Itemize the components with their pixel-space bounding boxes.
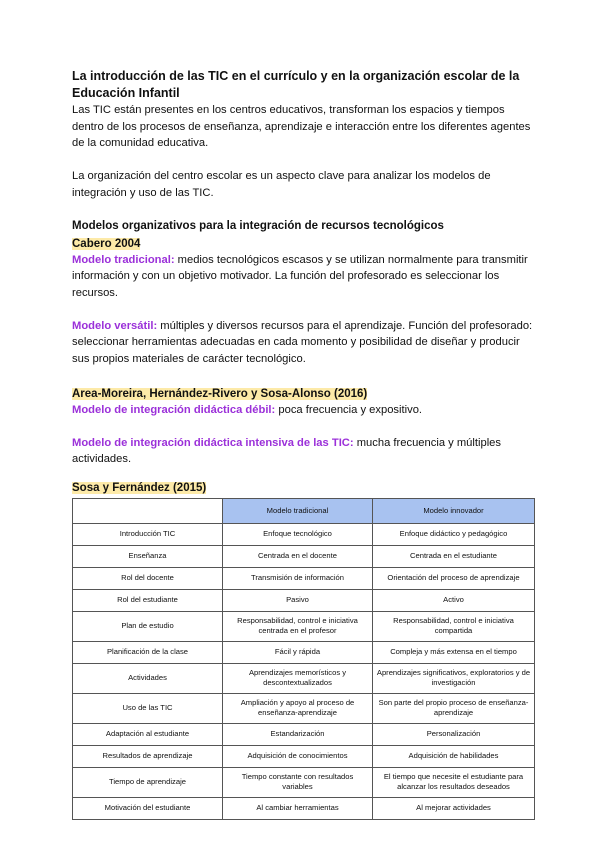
table-cell-tradicional: Al cambiar herramientas — [223, 797, 373, 819]
table-header-blank — [73, 498, 223, 523]
table-cell-innovador: Compleja y más extensa en el tiempo — [373, 641, 535, 663]
table-row-label: Plan de estudio — [73, 611, 223, 641]
table-cell-innovador: Activo — [373, 589, 535, 611]
table-cell-innovador: Centrada en el estudiante — [373, 545, 535, 567]
table-cell-tradicional: Tiempo constante con resultados variables — [223, 767, 373, 797]
modelo-tradicional-paragraph — [72, 252, 534, 302]
table-row — [73, 567, 535, 589]
modelo-versatil-paragraph — [72, 318, 534, 368]
section-title: Modelos organizativos para la integración de recursos tecnológicos — [72, 219, 444, 232]
table-cell-innovador: Son parte del propio proceso de enseñanza-aprendizaje — [373, 693, 535, 723]
table-cell-tradicional: Fácil y rápida — [223, 641, 373, 663]
table-row-label: Tiempo de aprendizaje — [73, 767, 223, 797]
table-header-tradicional: Modelo tradicional — [223, 498, 373, 523]
table-row — [73, 723, 535, 745]
table-header-row — [73, 498, 535, 523]
modelo-tradicional-term: Modelo tradicional: — [72, 253, 175, 266]
table-cell-tradicional: Adquisición de conocimientos — [223, 745, 373, 767]
table-row-label: Motivación del estudiante — [73, 797, 223, 819]
table-row — [73, 611, 535, 641]
table-cell-innovador: El tiempo que necesite el estudiante para alcanzar los resultados deseados — [373, 767, 535, 797]
modelo-versatil-term: Modelo versátil: — [72, 319, 158, 332]
source-sosa: Sosa y Fernández (2015) — [72, 481, 207, 494]
table-cell-tradicional: Enfoque tecnológico — [223, 523, 373, 545]
table-header-innovador: Modelo innovador — [373, 498, 535, 523]
table-row — [73, 641, 535, 663]
table-cell-innovador: Aprendizajes significativos, exploratorios y de investigación — [373, 663, 535, 693]
table-row — [73, 589, 535, 611]
page-title: La introducción de las TIC en el currículo y en la organización escolar de la Educación Infantil — [72, 69, 520, 100]
table-row-label: Adaptación al estudiante — [73, 723, 223, 745]
table-cell-innovador: Personalización — [373, 723, 535, 745]
table-row — [73, 767, 535, 797]
table-row-label: Uso de las TIC — [73, 693, 223, 723]
table-row-label: Planificación de la clase — [73, 641, 223, 663]
table-row — [73, 745, 535, 767]
table-row — [73, 693, 535, 723]
table-row — [73, 545, 535, 567]
table-cell-innovador: Enfoque didáctico y pedagógico — [373, 523, 535, 545]
modelo-tradicional-text: medios tecnológicos escasos y se utilizan normalmente para transmitir información y con un objetivo motivador. La función del profesorado es seleccionar los recursos. — [72, 253, 528, 299]
table-cell-tradicional: Aprendizajes memorísticos y descontextualizados — [223, 663, 373, 693]
table-cell-innovador: Responsabilidad, control e iniciativa compartida — [373, 611, 535, 641]
document-content — [72, 68, 534, 820]
modelo-intensiva-paragraph — [72, 435, 534, 468]
table-row-label: Actividades — [73, 663, 223, 693]
modelo-debil-paragraph — [72, 402, 534, 419]
table-cell-tradicional: Ampliación y apoyo al proceso de enseñanza-aprendizaje — [223, 693, 373, 723]
modelo-intensiva-text: mucha frecuencia y múltiples actividades. — [72, 436, 501, 465]
source-cabero: Cabero 2004 — [72, 237, 141, 250]
table-row-label: Introducción TIC — [73, 523, 223, 545]
modelo-debil-text: poca frecuencia y expositivo. — [275, 403, 423, 416]
modelo-debil-term: Modelo de integración didáctica débil: — [72, 403, 276, 416]
table-cell-innovador: Orientación del proceso de aprendizaje — [373, 567, 535, 589]
table-row-label: Resultados de aprendizaje — [73, 745, 223, 767]
table-cell-tradicional: Centrada en el docente — [223, 545, 373, 567]
table-row — [73, 797, 535, 819]
table-cell-tradicional: Estandarización — [223, 723, 373, 745]
source-area: Area-Moreira, Hernández-Rivero y Sosa-Alonso (2016) — [72, 387, 368, 400]
table-row — [73, 523, 535, 545]
table-row-label: Rol del docente — [73, 567, 223, 589]
table-row — [73, 663, 535, 693]
intro-paragraph-1: Las TIC están presentes en los centros educativos, transforman los espacios y tiempos dentro de los procesos de enseñanza, aprendizaje e interacción entre los diferentes agentes de la comunidad educativa. — [72, 104, 531, 149]
table-cell-tradicional: Pasivo — [223, 589, 373, 611]
modelo-intensiva-term: Modelo de integración didáctica intensiva de las TIC: — [72, 436, 354, 449]
table-row-label: Enseñanza — [73, 545, 223, 567]
table-body — [73, 523, 535, 819]
table-row-label: Rol del estudiante — [73, 589, 223, 611]
modelo-versatil-text: múltiples y diversos recursos para el aprendizaje. Función del profesorado: seleccionar herramientas adecuadas en cada momento y posibilidad de diseñar y producir sus propios materiales de carácter tecnológico. — [72, 319, 533, 365]
table-cell-innovador: Adquisición de habilidades — [373, 745, 535, 767]
table-cell-tradicional: Responsabilidad, control e iniciativa centrada en el profesor — [223, 611, 373, 641]
intro-paragraph-2: La organización del centro escolar es un aspecto clave para analizar los modelos de integración y uso de las TIC. — [72, 170, 491, 199]
table-cell-innovador: Al mejorar actividades — [373, 797, 535, 819]
table-cell-tradicional: Transmisión de información — [223, 567, 373, 589]
comparison-table — [72, 498, 535, 820]
